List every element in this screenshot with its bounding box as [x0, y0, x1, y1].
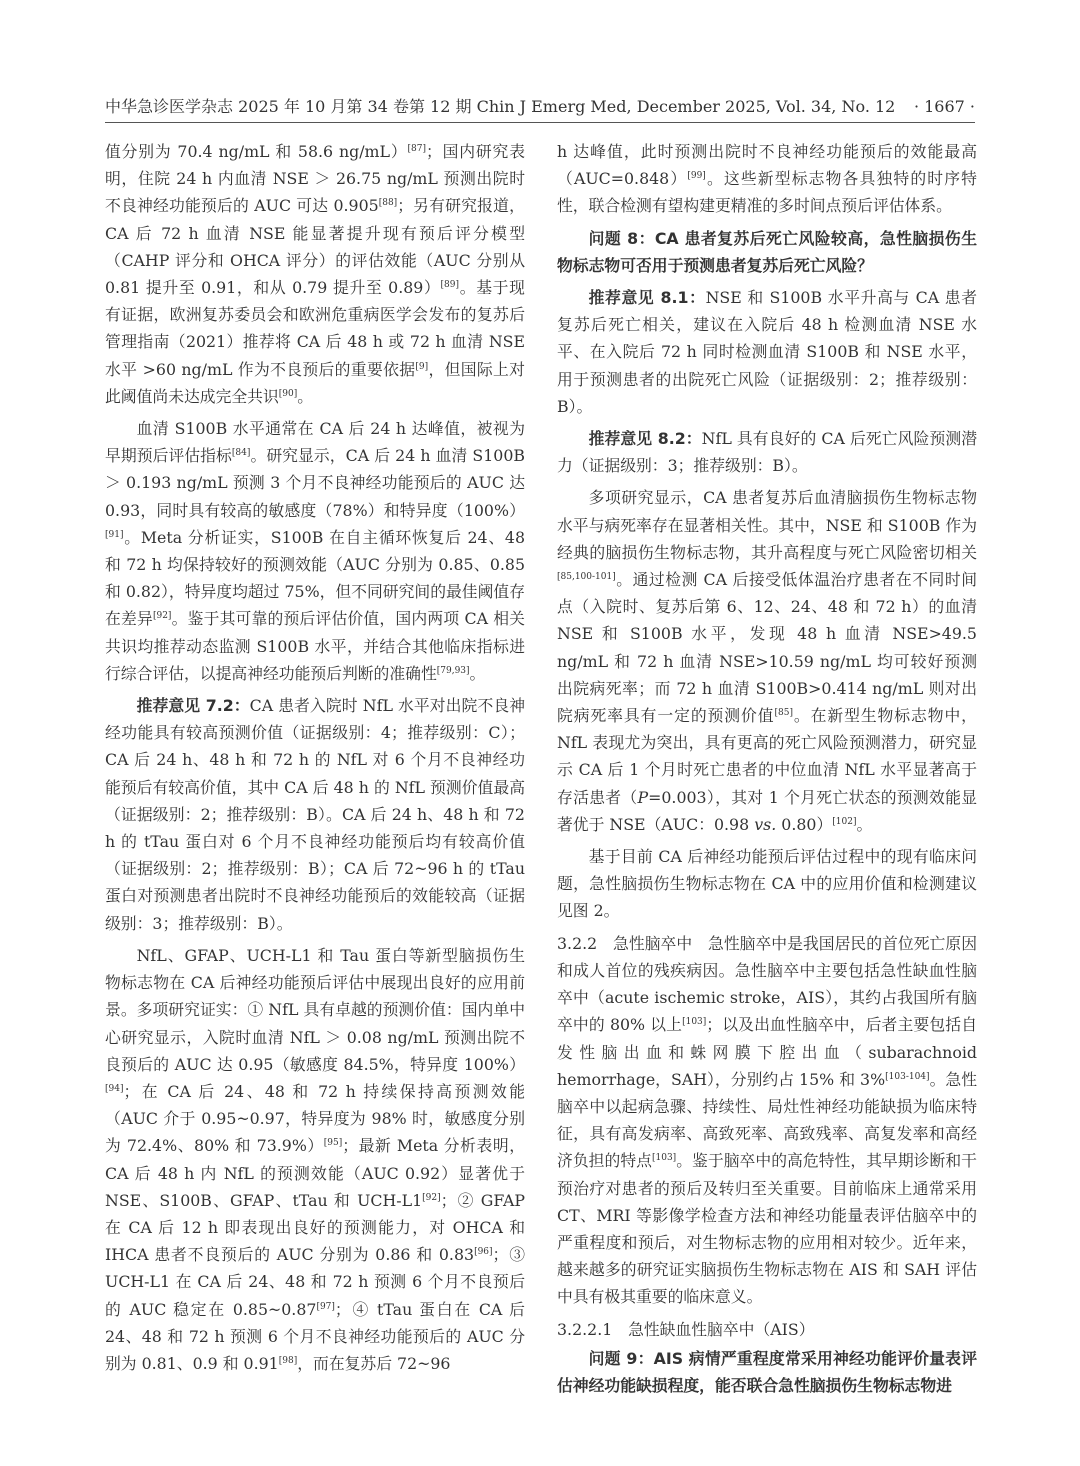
citation: [96]: [474, 1247, 493, 1258]
citation: [103]: [651, 1153, 677, 1164]
citation: [94]: [105, 1083, 124, 1094]
paragraph-nse-continued: 值分别为 70.4 ng/mL 和 58.6 ng/mL）[87]；国内研究表明，住院 24 h 内血清 NSE ＞ 26.75 ng/mL 预测出院时不良神经功能预后的 AUC 可达 0.905[88]；另有研究报道，CA 后 72 h 血清 NSE 能显著提升现有预后评分模型（CAHP 评分和 OHCA 评分）的评估效能（AUC 分别从 0.81 提升至 0.91，和从 0.79 提升至 0.89）[89]。基于现有证据，欧洲复苏委员会和欧洲危重病医学会发布的复苏后管理指南（2021）推荐将 CA 后 48 h 或 72 h 血清 NSE 水平 >60 ng/mL 作为不良预后的重要依据[9]，但国际上对此阈值尚未达成完全共识[90]。: [105, 142, 525, 406]
citation: [91]: [105, 529, 124, 540]
citation: [92]: [152, 611, 172, 622]
citation: [90]: [278, 388, 298, 399]
recommendation-7-2: 推荐意见 7.2：CA 患者入院时 NfL 水平对出院不良神经功能具有较高预测价值（证据级别：4；推荐级别：C）；CA 后 24 h、48 h 和 72 h 的 NfL 对 6 个月不良神经功能预后有较高价值，其中 CA 后 48 h 的 NfL 预测价值最高（证据级别：2；推荐级别：B）。CA 后 24 h、48 h 和 72 h 的 tTau 蛋白对 6 个月不良神经功能预后均有较高价值（证据级别：2；推荐级别：B）；CA 后 72~96 h 的 tTau 蛋白对预测患者出院时不良神经功能预后的效能较高（证据级别：3；推荐级别：B）。: [105, 696, 526, 933]
paragraph-ttau-continued: h 达峰值，此时预测出院时不良神经功能预后的效能最高（AUC=0.848）[99]。这些新型标志物各具独特的时序特性，联合检测有望构建更精准的多时间点预后评估体系。: [557, 142, 977, 216]
paragraph-novel-biomarkers: NfL、GFAP、UCH-L1 和 Tau 蛋白等新型脑损伤生物标志物在 CA 后神经功能预后评估中展现出良好的应用前景。多项研究证实：① NfL 具有卓越的预测价值：国内单中心研究显示，入院时血清 NfL ＞ 0.08 ng/mL 预测出院不良预后的 AUC 达 0.95（敏感度 84.5%，特异度 100%）[94]；在 CA 后 24、48 和 72 h 持续保持高预测效能（AUC 介于 0.95~0.97，特异度为 98% 时，敏感度分别为 72.4%、80% 和 73.9%）[95]；最新 Meta 分析表明，CA 后 48 h 内 NfL 的预测效能（AUC 0.92）显著优于 NSE、S100B、GFAP、tTau 和 UCH-L1[92]；② GFAP 在 CA 后 12 h 即表现出良好的预测能力，对 OHCA 和 IHCA 患者不良预后的 AUC 分别为 0.86 和 0.83[96]；③ UCH-L1 在 CA 后 24、48 和 72 h 预测 6 个月不良预后的 AUC 稳定在 0.85~0.87[97]；④ tTau 蛋白在 CA 后 24、48 和 72 h 预测 6 个月不良神经功能预后的 AUC 分别为 0.81、0.9 和 0.91[98]，而在复苏后 72~96: [105, 945, 525, 1373]
recommendation-8-2: 推荐意见 8.2：NfL 具有良好的 CA 后死亡风险预测潜力（证据级别：3；推荐级别：B）。: [557, 429, 978, 476]
journal-citation: 中华急诊医学杂志 2025 年 10 月第 34 卷第 12 期 Chin J Emerg Med, December 2025, Vol. 34, No. 12: [105, 97, 896, 116]
header-rule: [105, 122, 975, 123]
recommendation-label: 推荐意见 7.2：: [136, 696, 250, 716]
section-heading-3-2-2-1: 3.2.2.1 急性缺血性脑卒中（AIS）: [557, 1319, 815, 1339]
citation: [85,100-101]: [557, 572, 616, 583]
section-3-2-2: 3.2.2 急性脑卒中 急性脑卒中是我国居民的首位死亡原因和成人首位的残疾病因。急性脑卒中主要包括急性缺血性脑卒中（acute ischemic stroke，AIS），其约占我国所有脑卒中的 80% 以上[103]；以及出血性脑卒中，后者主要包括自发性脑出血和蛛网膜下腔出血（subarachnoid hemorrhage，SAH），分别约占 15% 和 3%[103-104]。急性脑卒中以起病急骤、持续性、局灶性神经功能缺损为临床特征，具有高发病率、高致死率、高致残率、高复发率和高经济负担的特点[103]。鉴于脑卒中的高危特性，其早期诊断和干预治疗对患者的预后及转归至关重要。目前临床上通常采用 CT、MRI 等影像学检查方法和神经功能量表评估脑卒中的严重程度和预后，对生物标志物的应用相对较少。近年来，越来越多的研究证实脑损伤生物标志物在 AIS 和 SAH 评估中具有极其重要的临床意义。: [557, 933, 977, 1307]
right-column: [557, 138, 977, 1404]
citation: [98]: [278, 1355, 298, 1366]
citation: [99]: [687, 171, 706, 182]
running-header: [105, 95, 975, 121]
paragraph-s100b: 血清 S100B 水平通常在 CA 后 24 h 达峰值，被视为早期预后评估指标[84]。研究显示，CA 后 24 h 血清 S100B ＞ 0.193 ng/mL 预测 3 个月不良神经功能预后的 AUC 达 0.93，同时具有较高的敏感度（78%）和特异度（100%）[91]。Meta 分析证实，S100B 在自主循环恢复后 24、48 和 72 h 均保持较好的预测效能（AUC 分别为 0.85、0.85 和 0.82），特异度均超过 75%，但不同研究间的最佳阈值存在差异[92]。鉴于其可靠的预后评估价值，国内两项 CA 相关共识均推荐动态监测 S100B 水平，并结合其他临床指标进行综合评估，以提高神经功能预后判断的准确性[79,93]。: [105, 419, 525, 683]
citation: [102]: [832, 816, 857, 827]
citation: [85]: [774, 708, 793, 719]
citation: [95]: [323, 1138, 343, 1149]
page-number: · 1667 ·: [913, 97, 975, 116]
left-column: [105, 138, 525, 1382]
citation: [88]: [378, 198, 398, 209]
recommendation-8-1: 推荐意见 8.1：NSE 和 S100B 水平升高与 CA 患者复苏后死亡相关，建议在入院后 48 h 检测血清 NSE 水平、在入院后 72 h 同时检测血清 S100B 和 NSE 水平，用于预测患者的出院死亡风险（证据级别：2；推荐级别：B）。: [557, 288, 978, 416]
citation: [89]: [440, 280, 460, 291]
citation: [9]: [415, 361, 429, 372]
question-9: 问题 9：AIS 病情严重程度常采用神经功能评价量表评估神经功能缺损程度，能否联合急性脑损伤生物标志物进: [557, 1348, 977, 1395]
recommendation-label: 推荐意见 8.2：: [588, 429, 702, 449]
section-heading: 3.2.2 急性脑卒中: [557, 933, 708, 953]
citation: [103]: [682, 1017, 707, 1028]
citation: [97]: [316, 1301, 335, 1312]
citation: [103-104]: [885, 1071, 930, 1082]
citation: [84]: [231, 448, 251, 459]
citation: [87]: [407, 144, 426, 154]
paragraph-figure-ref: 基于目前 CA 后神经功能预后评估过程中的现有临床问题，急性脑损伤生物标志物在 CA 中的应用价值和检测建议见图 2。: [557, 847, 977, 921]
citation: [79,93]: [436, 665, 470, 676]
question-8: 问题 8：CA 患者复苏后死亡风险较高，急性脑损伤生物标志物可否用于预测患者复苏后死亡风险？: [557, 228, 977, 275]
recommendation-label: 推荐意见 8.1：: [588, 288, 706, 308]
citation: [92]: [422, 1192, 441, 1203]
paragraph-mortality: 多项研究显示，CA 患者复苏后血清脑损伤生物标志物水平与病死率存在显著相关性。其中，NSE 和 S100B 作为经典的脑损伤生物标志物，其升高程度与死亡风险密切相关[85,100-101]。通过检测 CA 后接受低体温治疗患者在不同时间点（入院时、复苏后第 6、12、24、48 和 72 h）的血清 NSE 和 S100B 水平，发现 48 h 血清 NSE>49.5 ng/mL 和 72 h 血清 NSE>10.59 ng/mL 均可较好预测出院病死率；而 72 h 血清 S100B>0.414 ng/mL 则对出院病死率具有一定的预测价值[85]。在新型生物标志物中，NfL 表现尤为突出，具有更高的死亡风险预测潜力，研究显示 CA 后 1 个月时死亡患者的中位血清 NfL 水平显著高于存活患者（P=0.003），其对 1 个月死亡状态的预测效能显著优于 NSE（AUC：0.98 vs. 0.80）[102]。: [557, 488, 977, 834]
